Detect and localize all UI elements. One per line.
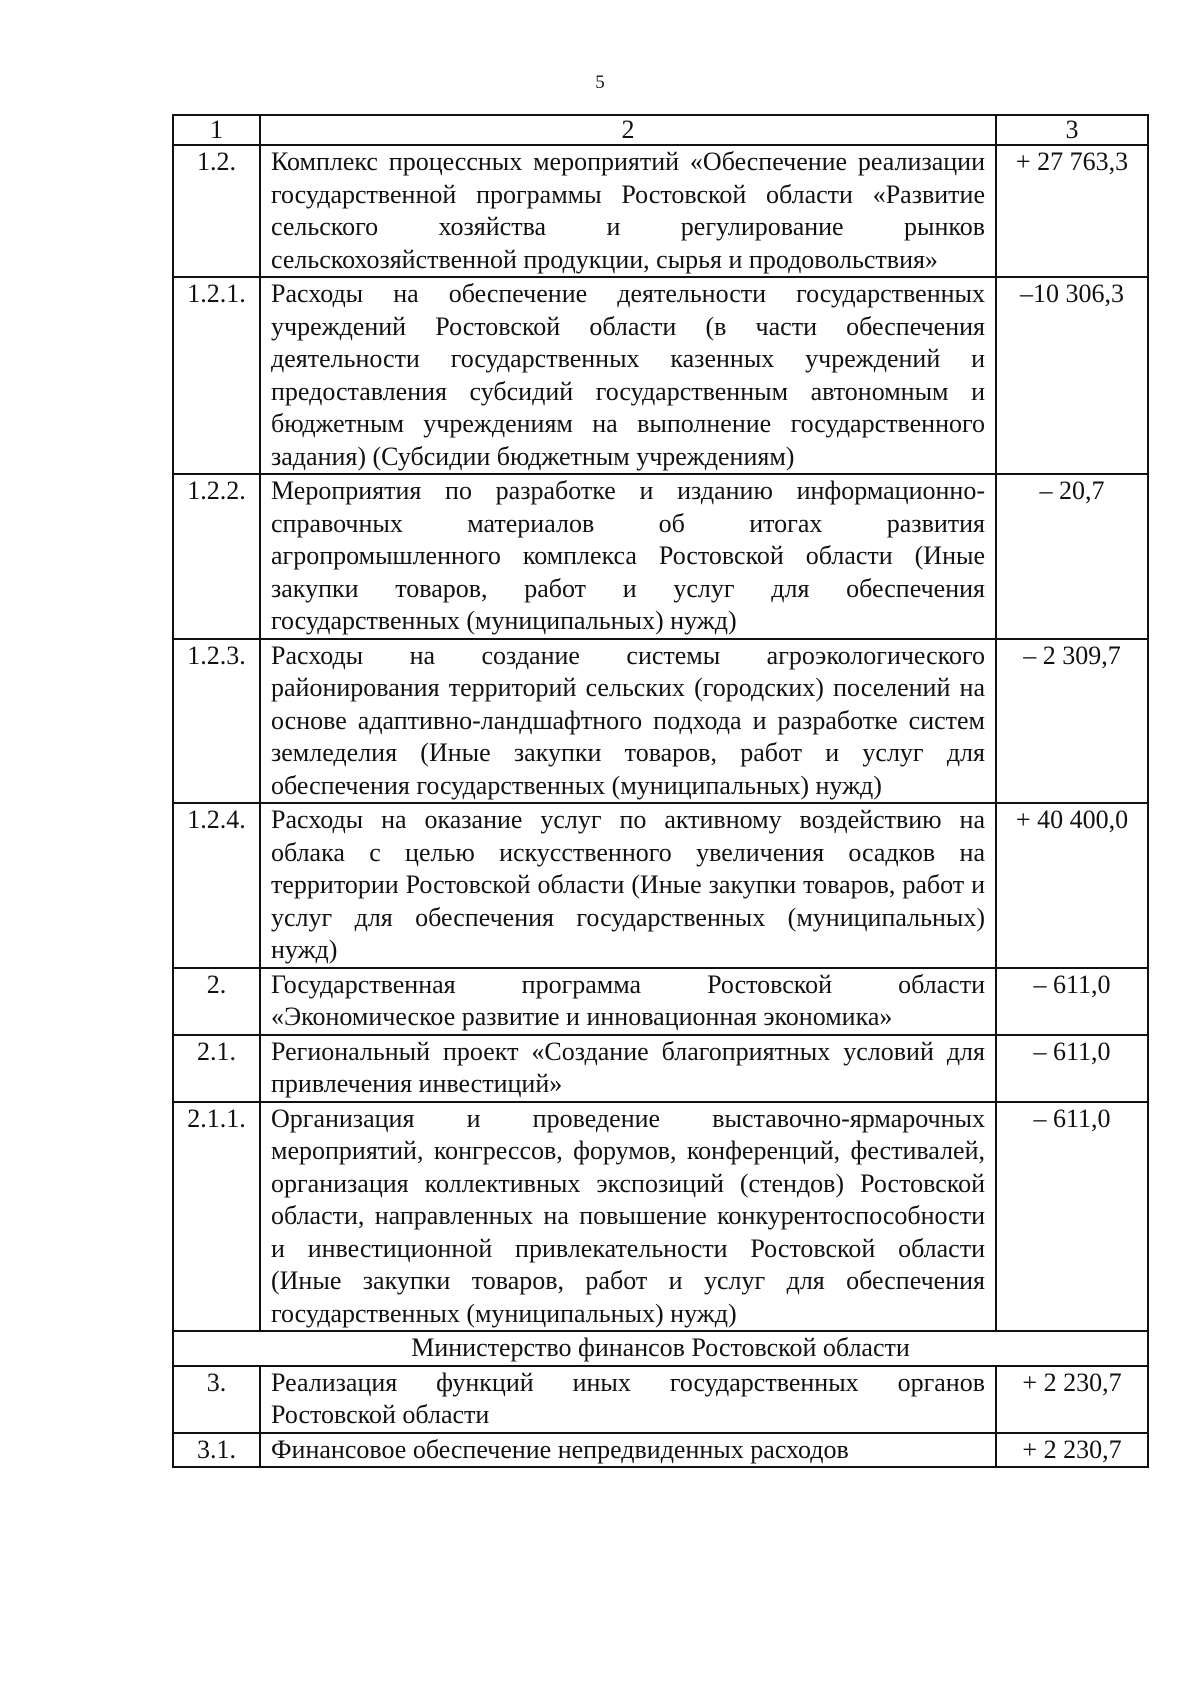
row-description: Организация и проведение выставочно-ярмарочных мероприятий, конгрессов, форумов, конференций, фестивалей, организация коллективных экспозиций (стендов) Ростовской области, направленных на повышение конкурентоспособности и инвестиционной привлекательности Ростовской области (Иные закупки товаров, работ и услуг для обеспечения государственных (муниципальных) нужд): [260, 1102, 996, 1332]
row-description: Расходы на оказание услуг по активному воздействию на облака с целью искусственного увеличения осадков на территории Ростовской области (Иные закупки товаров, работ и услуг для обеспечения государственных (муниципальных) нужд): [260, 803, 996, 968]
table-row: [173, 1035, 1148, 1102]
table-row: [173, 277, 1148, 474]
row-description: Комплекс процессных мероприятий «Обеспечение реализации государственной программы Ростовской области «Развитие сельского хозяйства и регулирование рынков сельскохозяйственной продукции, сырья и продовольствия»: [260, 145, 996, 277]
row-amount: – 611,0: [996, 1035, 1148, 1102]
row-number: 2.1.: [173, 1035, 260, 1102]
row-description: Реализация функций иных государственных органов Ростовской области: [260, 1366, 996, 1433]
row-number: 2.1.1.: [173, 1102, 260, 1332]
row-amount: – 20,7: [996, 474, 1148, 639]
row-amount: + 27 763,3: [996, 145, 1148, 277]
page-number: 5: [595, 72, 605, 93]
row-amount: – 611,0: [996, 1102, 1148, 1332]
section-row: [173, 1331, 1148, 1366]
table-row: [173, 968, 1148, 1035]
table-row: [173, 1366, 1148, 1433]
row-number: 1.2.3.: [173, 639, 260, 804]
table-header-row: [173, 115, 1148, 145]
section-title: Министерство финансов Ростовской области: [173, 1331, 1148, 1366]
table-row: [173, 803, 1148, 968]
table-row: [173, 1102, 1148, 1332]
row-number: 2.: [173, 968, 260, 1035]
row-description: Расходы на обеспечение деятельности государственных учреждений Ростовской области (в части обеспечения деятельности государственных казенных учреждений и предоставления субсидий государственным автономным и бюджетным учреждениям на выполнение государственного задания) (Субсидии бюджетным учреждениям): [260, 277, 996, 474]
row-amount: – 611,0: [996, 968, 1148, 1035]
header-cell-description: 2: [260, 115, 996, 145]
row-number: 3.: [173, 1366, 260, 1433]
row-number: 1.2.2.: [173, 474, 260, 639]
row-description: Расходы на создание системы агроэкологического районирования территорий сельских (городских) поселений на основе адаптивно-ландшафтного подхода и разработке систем земледелия (Иные закупки товаров, работ и услуг для обеспечения государственных (муниципальных) нужд): [260, 639, 996, 804]
row-description: Финансовое обеспечение непредвиденных расходов: [260, 1433, 996, 1468]
row-description: Государственная программа Ростовской области «Экономическое развитие и инновационная экономика»: [260, 968, 996, 1035]
table-row: [173, 1433, 1148, 1468]
row-amount: + 40 400,0: [996, 803, 1148, 968]
row-number: 3.1.: [173, 1433, 260, 1468]
row-number: 1.2.1.: [173, 277, 260, 474]
table-row: [173, 474, 1148, 639]
row-amount: –10 306,3: [996, 277, 1148, 474]
table-row: [173, 145, 1148, 277]
table-row: [173, 639, 1148, 804]
row-description: Региональный проект «Создание благоприятных условий для привлечения инвестиций»: [260, 1035, 996, 1102]
row-amount: + 2 230,7: [996, 1433, 1148, 1468]
header-cell-amount: 3: [996, 115, 1148, 145]
row-amount: – 2 309,7: [996, 639, 1148, 804]
budget-changes-table: [172, 114, 1149, 1468]
row-number: 1.2.4.: [173, 803, 260, 968]
row-description: Мероприятия по разработке и изданию информационно-справочных материалов об итогах развития агропромышленного комплекса Ростовской области (Иные закупки товаров, работ и услуг для обеспечения государственных (муниципальных) нужд): [260, 474, 996, 639]
header-cell-number: 1: [173, 115, 260, 145]
row-number: 1.2.: [173, 145, 260, 277]
row-amount: + 2 230,7: [996, 1366, 1148, 1433]
